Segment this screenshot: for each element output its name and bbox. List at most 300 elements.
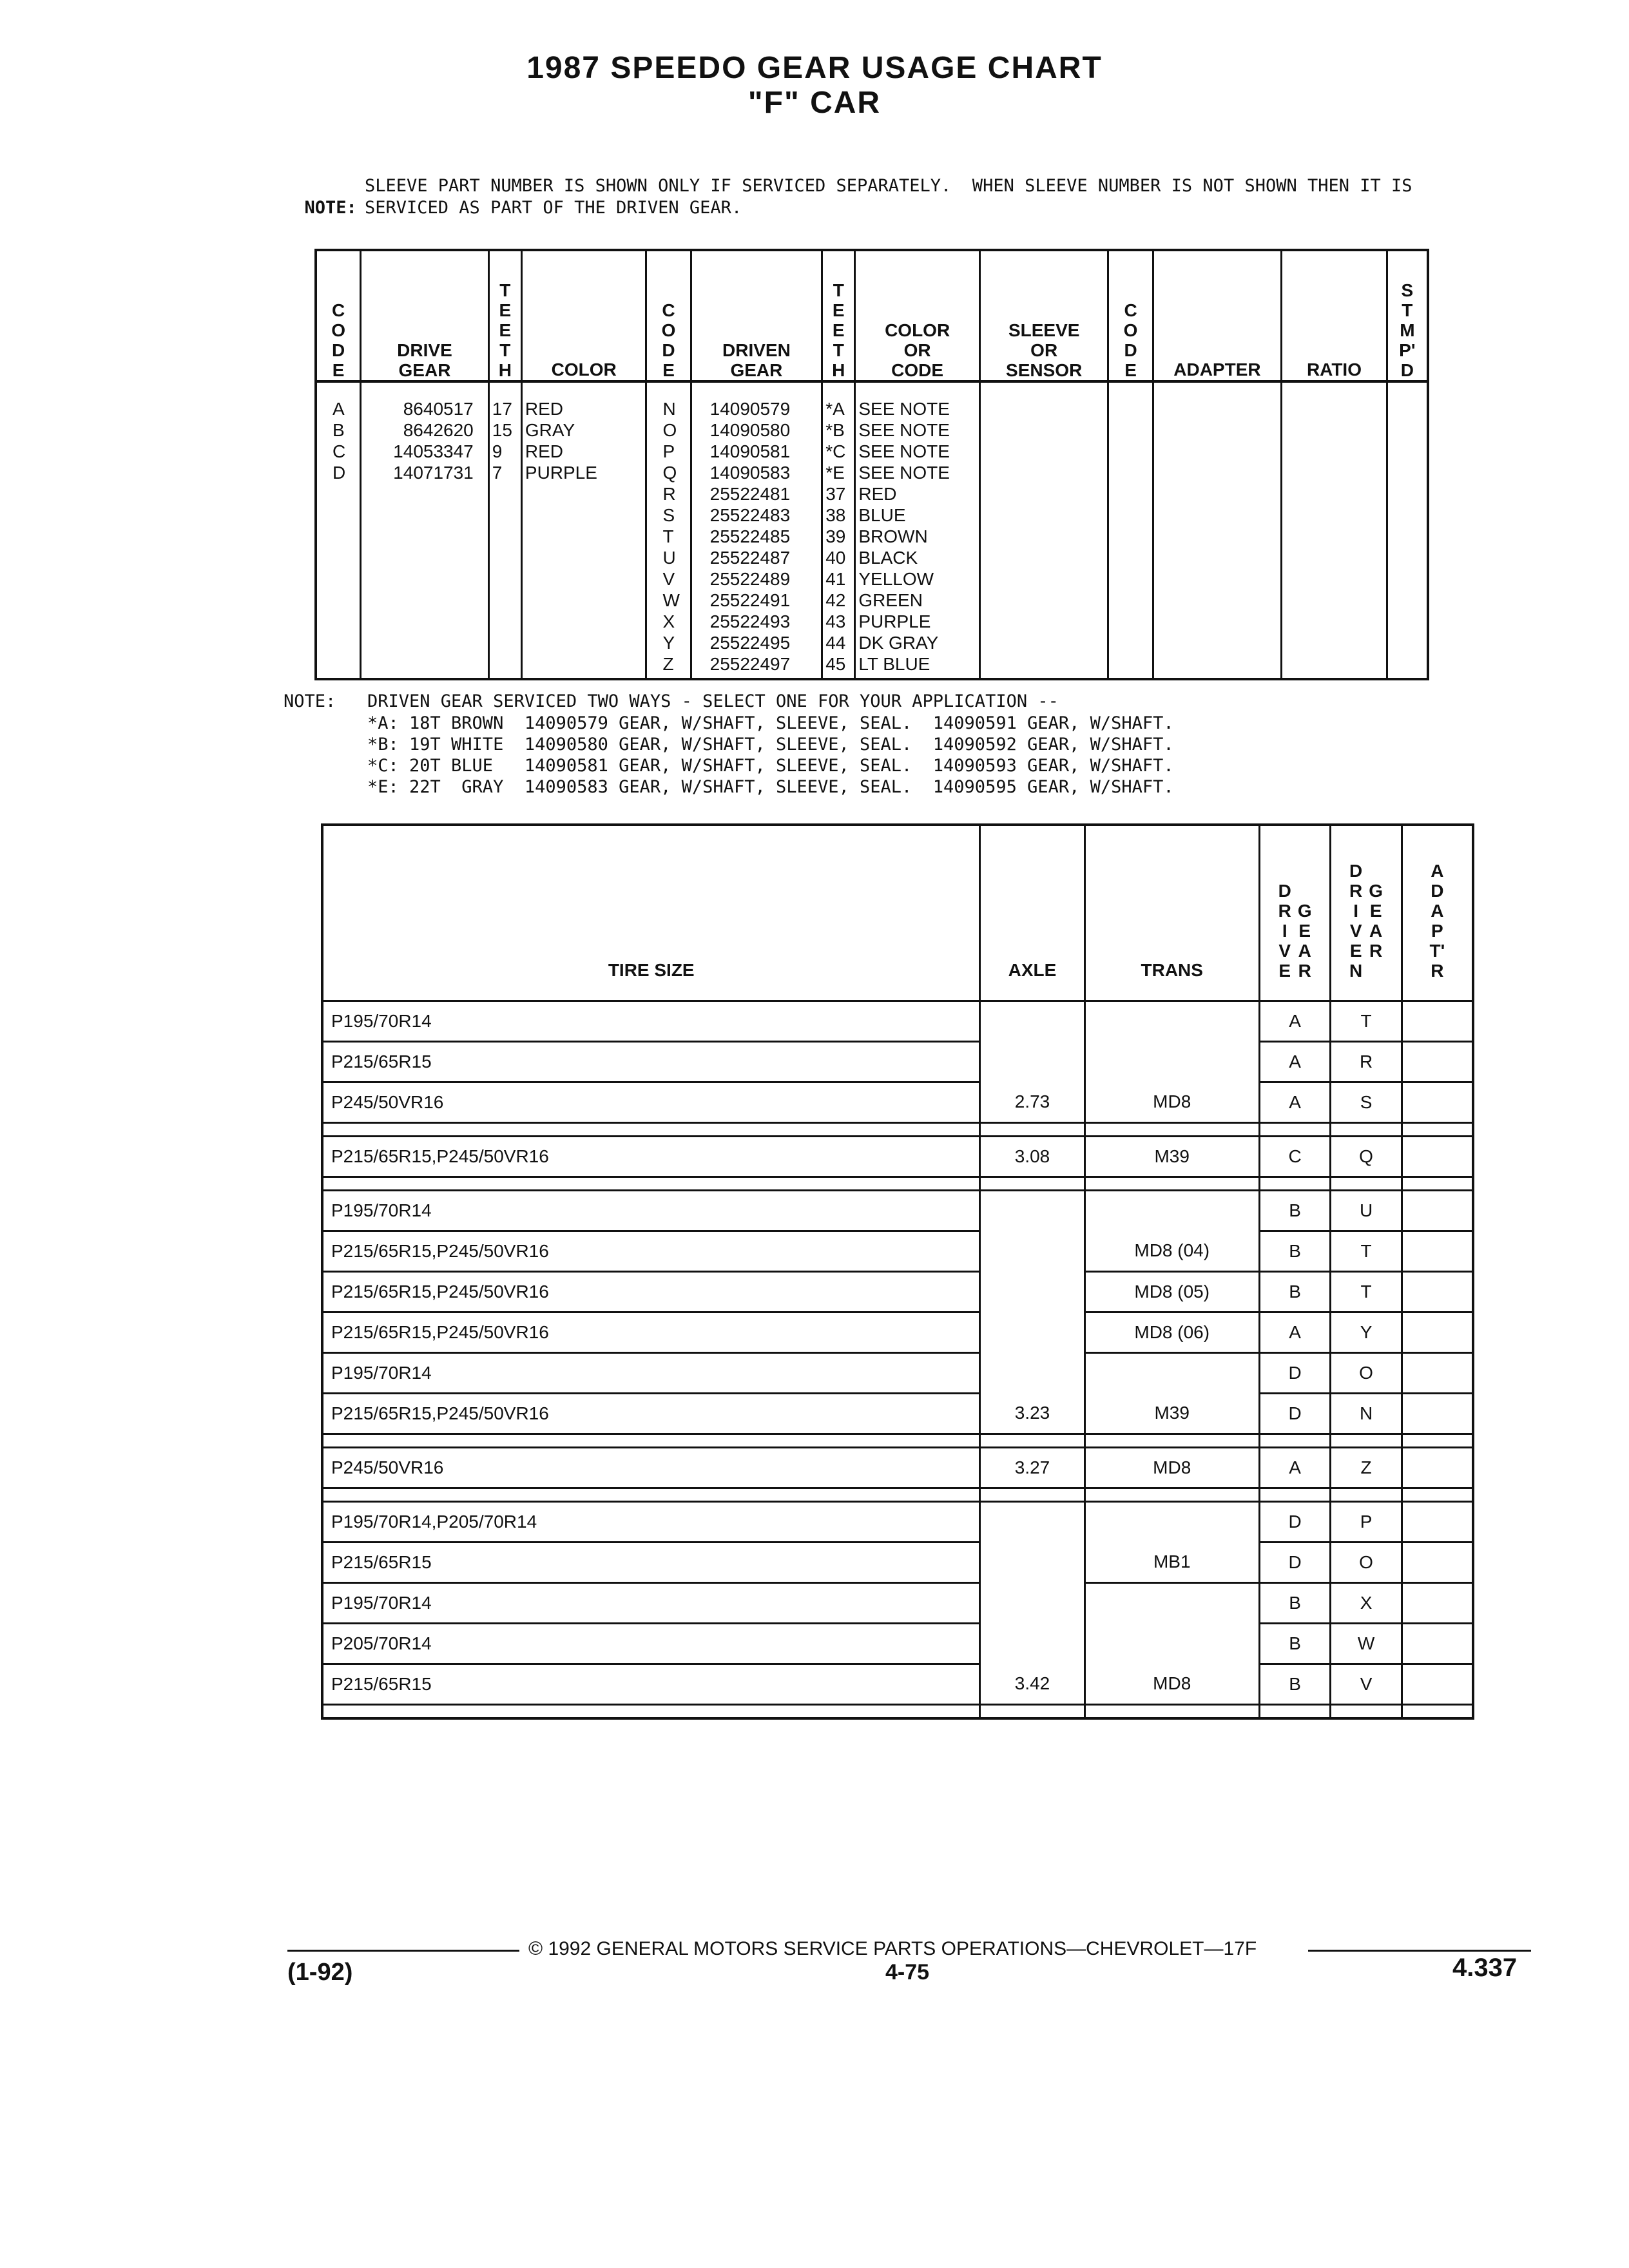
header-adapter-letter: R — [1431, 961, 1444, 981]
axle-cell — [980, 1001, 1084, 1042]
driven-gear-cell: 25522493 — [709, 611, 791, 631]
separator-cell — [980, 1705, 1084, 1719]
drive-code-cell: B — [333, 420, 345, 440]
table-row — [322, 1231, 1473, 1272]
drive-gear-code-cell: A — [1259, 1312, 1330, 1353]
driven-gear-code-cell: S — [1331, 1082, 1402, 1123]
axle-cell: 3.27 — [980, 1448, 1084, 1488]
tire-size-cell: P215/65R15 — [322, 1664, 980, 1705]
adapter-code-cell — [1402, 1137, 1473, 1177]
header-driven-letter: D — [1349, 861, 1363, 881]
drive-color-cell: GRAY — [525, 420, 575, 440]
application-table — [321, 823, 1474, 1720]
header-stmpd-letter: P' — [1399, 340, 1416, 360]
axle-cell — [980, 1042, 1084, 1082]
drive-gear-code-cell: C — [1259, 1137, 1330, 1177]
drive-code-column — [316, 381, 361, 679]
separator-cell — [1084, 1434, 1259, 1448]
driven-gear-column — [691, 381, 822, 679]
driven-gear-code-cell: W — [1331, 1624, 1402, 1664]
drive-gear-code-cell: B — [1259, 1664, 1330, 1705]
table-row — [322, 1137, 1473, 1177]
stmpd-column — [1387, 381, 1428, 679]
driven-gear-note-label: NOTE: — [284, 691, 336, 711]
drive-gear-code-cell: D — [1259, 1394, 1330, 1434]
trans-cell — [1084, 1191, 1259, 1231]
driven-teeth-cell: *C — [825, 441, 846, 461]
table-row — [322, 1272, 1473, 1312]
footer-rule-left — [287, 1950, 519, 1952]
separator-cell — [1331, 1434, 1402, 1448]
header-adapter-letter: A — [1431, 861, 1444, 881]
driven-teeth-cell: 43 — [825, 611, 846, 631]
axle-cell — [980, 1583, 1084, 1624]
tire-size-cell: P215/65R15,P245/50VR16 — [322, 1231, 980, 1272]
driven-code-cell: R — [662, 484, 676, 504]
drive-color-cell: PURPLE — [525, 463, 597, 483]
header-gear-letter: G — [1297, 901, 1312, 921]
table-row — [322, 1583, 1473, 1624]
header-adapter-label: ADAPTER — [1173, 360, 1261, 380]
header-teeth-letter: H — [498, 360, 512, 380]
footer-rule-right — [1308, 1950, 1531, 1952]
header-teeth-letter: E — [832, 300, 845, 320]
drive-gear-cell: 8642620 — [403, 420, 474, 440]
group-separator — [322, 1705, 1473, 1719]
separator-cell — [1084, 1488, 1259, 1502]
header-driven-letter: I — [1353, 901, 1359, 921]
adapter-code-cell — [1402, 1502, 1473, 1542]
header-teeth — [488, 250, 521, 381]
trans-cell: MB1 — [1084, 1542, 1259, 1583]
header-drive-letter: E — [1278, 961, 1291, 981]
driven-color-cell: BLUE — [858, 505, 906, 525]
driven-teeth-cell: 40 — [825, 548, 846, 568]
driven-teeth-cell: 45 — [825, 654, 846, 674]
header-code-letter: C — [1124, 300, 1137, 320]
drive-teeth-cell: 15 — [492, 420, 512, 440]
tire-size-cell: P245/50VR16 — [322, 1448, 980, 1488]
driven-gear-code-cell: T — [1331, 1001, 1402, 1042]
separator-cell — [980, 1177, 1084, 1191]
group-separator — [322, 1123, 1473, 1137]
header-gear-letter: G — [1369, 881, 1383, 901]
code-3-column — [1108, 381, 1153, 679]
driven-gear-code-cell: R — [1331, 1042, 1402, 1082]
driven-gear-code-cell: T — [1331, 1231, 1402, 1272]
header-driven-gear-line: DRIVEN — [722, 340, 791, 360]
header-code-letter: E — [662, 360, 675, 380]
drive-gear-code-cell: B — [1259, 1583, 1330, 1624]
header-color — [521, 250, 646, 381]
sleeve-note-line1: SLEEVE PART NUMBER IS SHOWN ONLY IF SERVICED SEPARATELY. WHEN SLEEVE NUMBER IS NOT SHOWN THEN IT IS — [365, 176, 1412, 196]
driven-gear-note-option: *B: 19T WHITE 14090580 GEAR, W/SHAFT, SLEEVE, SEAL. 14090592 GEAR, W/SHAFT. — [367, 735, 1174, 754]
trans-cell: MD8 (05) — [1084, 1272, 1259, 1312]
trans-cell — [1084, 1042, 1259, 1082]
driven-code-cell: S — [662, 505, 675, 525]
header-code-2 — [646, 250, 691, 381]
trans-cell — [1084, 1624, 1259, 1664]
footer-date: (1-92) — [287, 1959, 353, 1986]
header-code-letter: O — [331, 320, 345, 340]
axle-cell — [980, 1191, 1084, 1231]
separator-cell — [1331, 1123, 1402, 1137]
header-code-3 — [1108, 250, 1153, 381]
driven-gear-cell: 25522481 — [709, 484, 791, 504]
table-row — [322, 1312, 1473, 1353]
tire-size-cell: P215/65R15 — [322, 1542, 980, 1583]
separator-cell — [322, 1488, 980, 1502]
sleeve-note-line2: SERVICED AS PART OF THE DRIVEN GEAR. — [365, 198, 742, 218]
separator-cell — [1402, 1177, 1473, 1191]
driven-teeth-cell: 37 — [825, 484, 846, 504]
gear-table — [314, 249, 1429, 680]
driven-teeth-cell: 44 — [825, 633, 846, 653]
adapter-code-cell — [1402, 1312, 1473, 1353]
drive-gear-code-cell: A — [1259, 1042, 1330, 1082]
driven-teeth-cell: *A — [825, 399, 845, 419]
driven-gear-cell: 14090583 — [709, 463, 791, 483]
header-driven-gear-line: GEAR — [730, 360, 783, 380]
table-row — [322, 1394, 1473, 1434]
header-driven-letter: N — [1349, 961, 1363, 981]
footer-section: 4.337 — [1452, 1954, 1518, 1982]
driven-code-cell: N — [662, 399, 676, 419]
header-color-or-code — [855, 250, 980, 381]
driven-gear-note-option: *A: 18T BROWN 14090579 GEAR, W/SHAFT, SLEEVE, SEAL. 14090591 GEAR, W/SHAFT. — [367, 713, 1174, 733]
header-code-letter: D — [1124, 340, 1137, 360]
sleeve-column — [979, 381, 1108, 679]
header-drive-gear-line: GEAR — [398, 360, 451, 380]
drive-gear-code-cell: D — [1259, 1353, 1330, 1394]
drive-color-cell: RED — [525, 399, 564, 419]
header-sleeve-line: SLEEVE — [1008, 320, 1080, 340]
header-adapter-letter: D — [1431, 881, 1444, 901]
header-tire-size — [322, 825, 980, 1001]
header-color-or-code-line: CODE — [891, 360, 944, 380]
tire-size-cell: P215/65R15,P245/50VR16 — [322, 1272, 980, 1312]
header-teeth-letter: E — [499, 320, 512, 340]
axle-cell: 2.73 — [980, 1082, 1084, 1123]
driven-color-cell: BROWN — [858, 526, 928, 546]
tire-size-cell: P195/70R14 — [322, 1583, 980, 1624]
header-driven-letter: R — [1349, 881, 1363, 901]
driven-gear-code-cell: X — [1331, 1583, 1402, 1624]
header-axle — [980, 825, 1084, 1001]
header-gear-letter: R — [1298, 961, 1311, 981]
header-gear-letter: A — [1298, 941, 1311, 961]
driven-gear-code-cell: P — [1331, 1502, 1402, 1542]
axle-cell — [980, 1353, 1084, 1394]
driven-gear-note-option: *C: 20T BLUE 14090581 GEAR, W/SHAFT, SLEEVE, SEAL. 14090593 GEAR, W/SHAFT. — [367, 756, 1174, 776]
drive-gear-code-cell: D — [1259, 1542, 1330, 1583]
driven-gear-code-cell: U — [1331, 1191, 1402, 1231]
separator-cell — [322, 1705, 980, 1719]
separator-cell — [322, 1434, 980, 1448]
trans-cell: MD8 (06) — [1084, 1312, 1259, 1353]
driven-gear-code-cell: V — [1331, 1664, 1402, 1705]
driven-color-cell: RED — [858, 484, 897, 504]
driven-code-cell: Y — [662, 633, 675, 653]
trans-cell: MD8 (04) — [1084, 1231, 1259, 1272]
driven-gear-cell: 25522483 — [709, 505, 791, 525]
driven-code-cell: O — [662, 420, 677, 440]
drive-teeth-cell: 17 — [492, 399, 512, 419]
drive-gear-code-cell: B — [1259, 1624, 1330, 1664]
separator-cell — [322, 1123, 980, 1137]
driven-code-cell: T — [662, 526, 674, 546]
header-code — [316, 250, 361, 381]
group-separator — [322, 1434, 1473, 1448]
drive-gear-code-cell: D — [1259, 1502, 1330, 1542]
trans-cell — [1084, 1502, 1259, 1542]
driven-color-cell: YELLOW — [858, 569, 934, 589]
drive-teeth-cell: 7 — [492, 463, 503, 483]
driven-teeth-cell: 39 — [825, 526, 846, 546]
table-row — [322, 1191, 1473, 1231]
trans-cell: M39 — [1084, 1137, 1259, 1177]
separator-cell — [1259, 1177, 1330, 1191]
header-teeth-letter: E — [832, 320, 845, 340]
header-adapter-code — [1402, 825, 1473, 1001]
trans-cell — [1084, 1001, 1259, 1042]
driven-gear-cell: 25522487 — [709, 548, 791, 568]
driven-teeth-column — [822, 381, 855, 679]
header-drive-letter: R — [1278, 901, 1291, 921]
driven-gear-note-option: *E: 22T GRAY 14090583 GEAR, W/SHAFT, SLEEVE, SEAL. 14090595 GEAR, W/SHAFT. — [367, 777, 1174, 797]
tire-size-cell: P195/70R14 — [322, 1001, 980, 1042]
note-label: NOTE: — [304, 198, 357, 218]
axle-cell — [980, 1231, 1084, 1272]
trans-cell: MD8 — [1084, 1448, 1259, 1488]
application-table-header — [322, 825, 1473, 1001]
header-drive-letter: V — [1278, 941, 1291, 961]
header-gear-letter: E — [1369, 901, 1382, 921]
drive-gear-code-cell: B — [1259, 1231, 1330, 1272]
separator-cell — [1402, 1705, 1473, 1719]
axle-cell — [980, 1272, 1084, 1312]
header-driven-letter: E — [1349, 941, 1362, 961]
separator-cell — [322, 1177, 980, 1191]
table-row — [322, 1082, 1473, 1123]
driven-gear-code-cell: T — [1331, 1272, 1402, 1312]
header-teeth-letter: H — [832, 360, 845, 380]
tire-size-cell: P215/65R15,P245/50VR16 — [322, 1394, 980, 1434]
adapter-code-cell — [1402, 1583, 1473, 1624]
header-drive-gear-line: DRIVE — [397, 340, 452, 360]
header-trans — [1084, 825, 1259, 1001]
driven-color-column — [855, 381, 980, 679]
trans-cell — [1084, 1583, 1259, 1624]
header-stmpd-letter: S — [1401, 280, 1414, 300]
drive-gear-cell: 14071731 — [393, 463, 474, 483]
adapter-code-cell — [1402, 1542, 1473, 1583]
separator-cell — [1084, 1177, 1259, 1191]
separator-cell — [980, 1488, 1084, 1502]
driven-color-cell: SEE NOTE — [858, 441, 950, 461]
driven-gear-cell: 25522491 — [709, 590, 791, 610]
drive-code-cell: D — [333, 463, 346, 483]
drive-color-column — [521, 381, 646, 679]
header-code-letter: D — [331, 340, 345, 360]
header-gear-letter: E — [1298, 921, 1311, 941]
header-code-letter: C — [331, 300, 345, 320]
header-tire-size-label: TIRE SIZE — [608, 960, 695, 980]
header-color-or-code-line: OR — [903, 340, 931, 360]
drive-code-cell: C — [333, 441, 346, 461]
driven-gear-code-cell: O — [1331, 1542, 1402, 1583]
header-teeth-letter: T — [833, 340, 844, 360]
header-trans-label: TRANS — [1141, 960, 1203, 980]
driven-gear-cell: 25522485 — [709, 526, 791, 546]
driven-gear-cell: 25522495 — [709, 633, 791, 653]
driven-code-cell: Q — [662, 463, 677, 483]
header-driven-gear — [691, 250, 822, 381]
header-drive-letter: D — [1278, 881, 1291, 901]
adapter-code-cell — [1402, 1394, 1473, 1434]
header-driven-letter: V — [1349, 921, 1362, 941]
driven-color-cell: SEE NOTE — [858, 420, 950, 440]
adapter-column — [1153, 381, 1282, 679]
driven-gear-code-cell: N — [1331, 1394, 1402, 1434]
trans-cell: MD8 — [1084, 1664, 1259, 1705]
header-stmpd — [1387, 250, 1428, 381]
header-teeth-letter: T — [499, 340, 511, 360]
separator-cell — [1331, 1488, 1402, 1502]
tire-size-cell: P245/50VR16 — [322, 1082, 980, 1123]
header-driven-gear-code — [1331, 825, 1402, 1001]
header-stmpd-letter: M — [1400, 320, 1415, 340]
separator-cell — [1259, 1123, 1330, 1137]
header-ratio — [1282, 250, 1387, 381]
header-code-letter: D — [662, 340, 675, 360]
gear-table-body — [316, 381, 1428, 679]
axle-cell: 3.08 — [980, 1137, 1084, 1177]
adapter-code-cell — [1402, 1353, 1473, 1394]
driven-gear-cell: 14090579 — [709, 399, 791, 419]
header-color-or-code-line: COLOR — [885, 320, 950, 340]
driven-color-cell: DK GRAY — [858, 633, 939, 653]
driven-gear-cell: 14090580 — [709, 420, 791, 440]
axle-cell — [980, 1502, 1084, 1542]
header-teeth-2 — [822, 250, 855, 381]
tire-size-cell: P195/70R14 — [322, 1353, 980, 1394]
driven-color-cell: SEE NOTE — [858, 399, 950, 419]
driven-color-cell: PURPLE — [858, 611, 931, 631]
axle-cell: 3.42 — [980, 1664, 1084, 1705]
header-drive-letter: I — [1282, 921, 1287, 941]
trans-cell: MD8 — [1084, 1082, 1259, 1123]
driven-gear-code-cell: Z — [1331, 1448, 1402, 1488]
adapter-code-cell — [1402, 1191, 1473, 1231]
header-code-letter: E — [1124, 360, 1137, 380]
header-teeth-letter: E — [499, 300, 512, 320]
gear-table-header — [316, 250, 1428, 381]
header-axle-label: AXLE — [1008, 960, 1057, 980]
header-code-letter: E — [332, 360, 345, 380]
drive-gear-cell: 14053347 — [393, 441, 474, 461]
tire-size-cell: P195/70R14,P205/70R14 — [322, 1502, 980, 1542]
header-code-letter: O — [661, 320, 676, 340]
drive-gear-code-cell: A — [1259, 1082, 1330, 1123]
header-drive-gear — [361, 250, 489, 381]
footer-page: 4-75 — [885, 1960, 930, 1984]
table-row — [322, 1353, 1473, 1394]
header-gear-letter: R — [1369, 941, 1383, 961]
table-row — [322, 1448, 1473, 1488]
drive-gear-cell: 8640517 — [403, 399, 474, 419]
table-row — [322, 1502, 1473, 1542]
drive-gear-code-cell: B — [1259, 1191, 1330, 1231]
table-row — [322, 1624, 1473, 1664]
separator-cell — [1331, 1177, 1402, 1191]
driven-code-cell: V — [662, 569, 675, 589]
header-adapter — [1153, 250, 1282, 381]
driven-color-cell: LT BLUE — [858, 654, 930, 674]
header-adapter-letter: T' — [1429, 941, 1445, 961]
trans-cell: M39 — [1084, 1394, 1259, 1434]
adapter-code-cell — [1402, 1664, 1473, 1705]
trans-cell — [1084, 1353, 1259, 1394]
adapter-code-cell — [1402, 1001, 1473, 1042]
header-color-label: COLOR — [551, 360, 617, 380]
header-adapter-letter: P — [1431, 921, 1443, 941]
driven-teeth-cell: *E — [825, 463, 845, 483]
drive-color-cell: RED — [525, 441, 564, 461]
axle-cell — [980, 1542, 1084, 1583]
separator-cell — [1402, 1434, 1473, 1448]
group-separator — [322, 1177, 1473, 1191]
driven-color-cell: SEE NOTE — [858, 463, 950, 483]
adapter-code-cell — [1402, 1042, 1473, 1082]
table-row — [322, 1542, 1473, 1583]
adapter-code-cell — [1402, 1082, 1473, 1123]
driven-gear-code-cell: Q — [1331, 1137, 1402, 1177]
table-row — [322, 1664, 1473, 1705]
separator-cell — [1259, 1488, 1330, 1502]
page-subtitle: "F" CAR — [747, 86, 882, 120]
separator-cell — [1331, 1705, 1402, 1719]
separator-cell — [1402, 1488, 1473, 1502]
driven-color-cell: BLACK — [858, 548, 918, 568]
driven-gear-code-cell: O — [1331, 1353, 1402, 1394]
adapter-code-cell — [1402, 1272, 1473, 1312]
adapter-code-cell — [1402, 1624, 1473, 1664]
driven-code-cell: U — [662, 548, 676, 568]
header-sleeve-line: SENSOR — [1006, 360, 1083, 380]
tire-size-cell: P215/65R15,P245/50VR16 — [322, 1137, 980, 1177]
sleeve-note — [284, 175, 357, 219]
driven-gear-cell: 25522489 — [709, 569, 791, 589]
axle-cell — [980, 1312, 1084, 1353]
driven-code-cell: X — [662, 611, 675, 631]
tire-size-cell: P205/70R14 — [322, 1624, 980, 1664]
header-stmpd-letter: T — [1402, 300, 1413, 320]
driven-code-column — [646, 381, 691, 679]
separator-cell — [1084, 1705, 1259, 1719]
header-teeth-letter: T — [833, 280, 844, 300]
drive-gear-code-cell: B — [1259, 1272, 1330, 1312]
header-sleeve-line: OR — [1030, 340, 1058, 360]
drive-teeth-column — [488, 381, 521, 679]
separator-cell — [1402, 1123, 1473, 1137]
drive-gear-code-cell: A — [1259, 1001, 1330, 1042]
header-gear-letter: A — [1369, 921, 1383, 941]
tire-size-cell: P215/65R15 — [322, 1042, 980, 1082]
driven-gear-cell: 25522497 — [709, 654, 791, 674]
header-adapter-letter: A — [1431, 901, 1444, 921]
separator-cell — [1259, 1434, 1330, 1448]
